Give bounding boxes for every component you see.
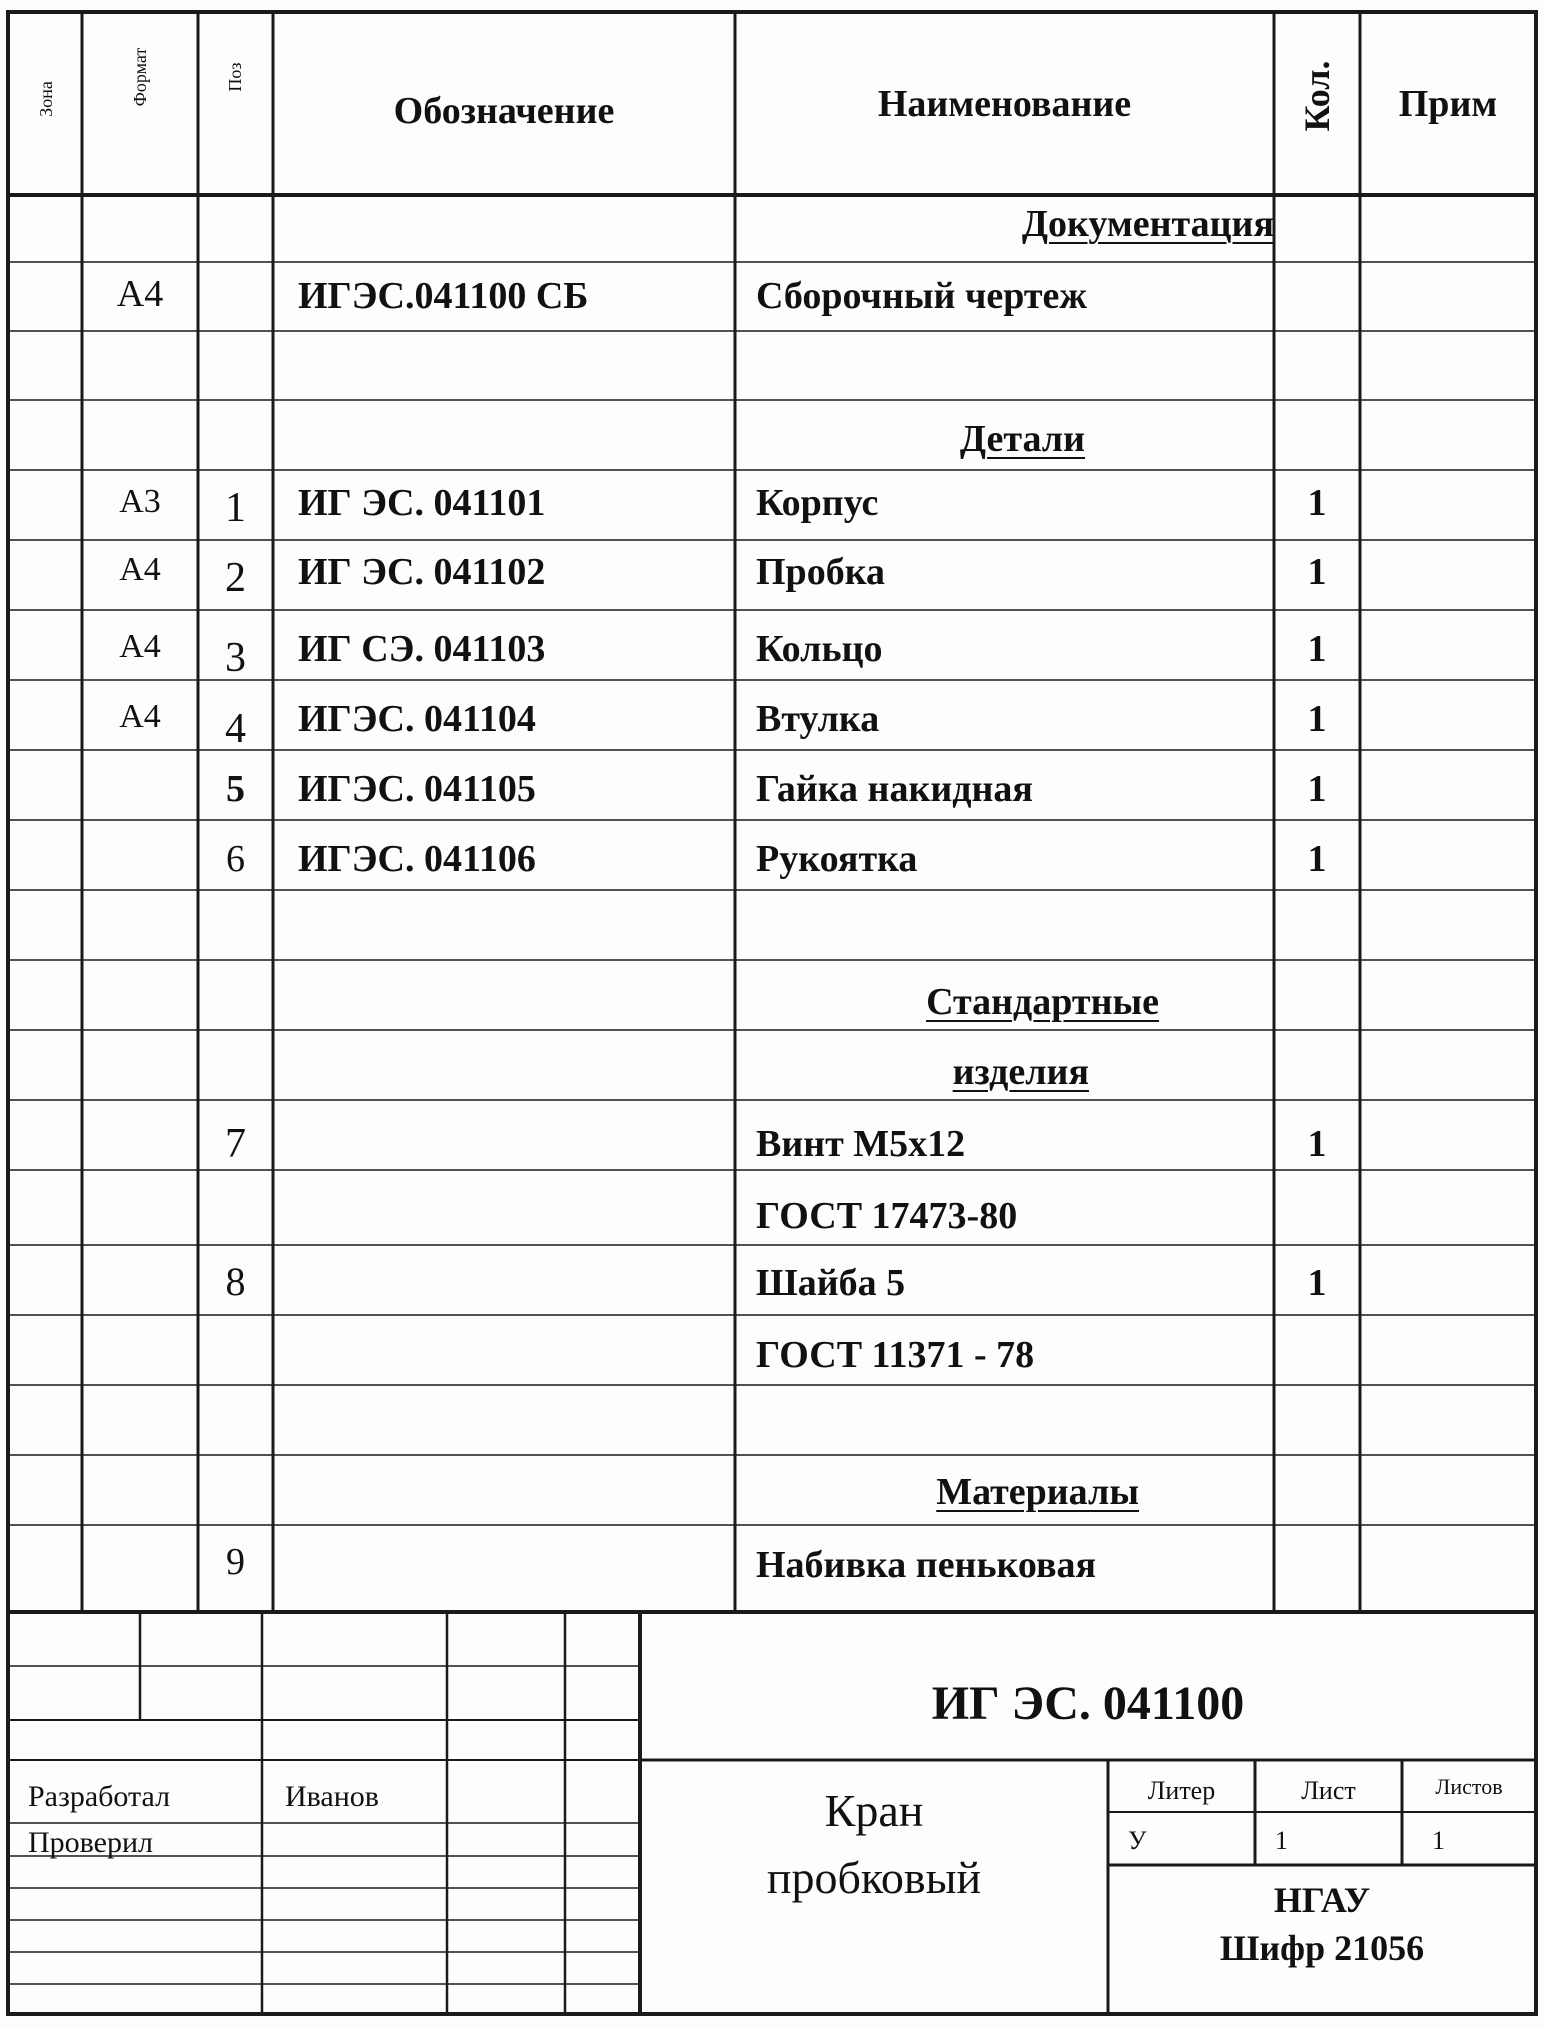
row-qty: 1 (1307, 838, 1327, 880)
row-pos: 9 (226, 1541, 245, 1583)
section-standard-line2: изделия (952, 1051, 1089, 1093)
row-zone: А4 (119, 698, 161, 735)
section-materials: Материалы (936, 1471, 1139, 1513)
product-title-line2: пробковый (766, 1852, 982, 1903)
sheets-label: Листов (1435, 1774, 1503, 1799)
row-designation: ИГ СЭ. 041103 (298, 628, 546, 670)
row-name: ГОСТ 17473-80 (756, 1195, 1018, 1237)
product-title-line1: Кран (824, 1785, 924, 1836)
row-name: Втулка (756, 698, 880, 740)
header-designation: Обозначение (393, 90, 615, 132)
row-pos: 8 (225, 1259, 246, 1304)
section-standard-line1: Стандартные (926, 981, 1159, 1023)
row-pos: 6 (226, 838, 245, 880)
row-qty: 1 (1307, 698, 1327, 740)
header-pos: Поз (225, 62, 245, 92)
row-name: ГОСТ 11371 - 78 (756, 1334, 1035, 1376)
row-zone: А4 (119, 551, 161, 588)
row-qty: 1 (1307, 768, 1327, 810)
row-qty: 1 (1307, 1262, 1327, 1304)
row-name: Кольцо (756, 628, 883, 670)
row-name: Гайка накидная (756, 768, 1033, 810)
liter-label: Литер (1147, 1776, 1216, 1805)
row-pos: 7 (225, 1121, 246, 1167)
row-zone: А4 (116, 273, 164, 315)
organization: НГАУ (1273, 1880, 1371, 1920)
row-designation: ИГЭС. 041105 (298, 768, 536, 810)
row-designation: ИГ ЭС. 041102 (298, 551, 546, 593)
row-zone: А4 (119, 628, 161, 665)
sheets-value: 1 (1432, 1826, 1445, 1855)
row-pos: 2 (225, 555, 246, 601)
developed-label: Разработал (28, 1780, 171, 1813)
developed-name: Иванов (285, 1780, 379, 1813)
row-designation: ИГЭС. 041106 (298, 838, 536, 880)
row-designation: ИГЭС. 041104 (298, 698, 536, 740)
liter-value: У (1128, 1826, 1147, 1855)
sheet-value: 1 (1275, 1826, 1288, 1855)
checked-label: Проверил (28, 1826, 153, 1859)
header-note: Прим (1398, 83, 1498, 125)
row-pos: 5 (226, 768, 245, 810)
header-name: Наименование (877, 83, 1132, 125)
document-code: ИГ ЭС. 041100 (931, 1677, 1245, 1730)
row-qty: 1 (1307, 551, 1327, 593)
row-name: Пробка (756, 551, 886, 593)
row-name: Набивка пеньковая (756, 1544, 1097, 1586)
cipher: Шифр 21056 (1219, 1928, 1425, 1968)
row-designation: ИГ ЭС. 041101 (298, 482, 546, 524)
section-documentation: Документация (1021, 203, 1274, 245)
row-qty: 1 (1307, 1123, 1327, 1165)
row-pos: 4 (225, 706, 246, 752)
sheet-label: Лист (1301, 1776, 1356, 1805)
row-name: Шайба 5 (756, 1262, 906, 1304)
header-zone: Зона (36, 81, 56, 117)
row-designation: ИГЭС.041100 СБ (298, 275, 589, 317)
row-name: Корпус (756, 482, 879, 524)
row-qty: 1 (1307, 628, 1327, 670)
row-name: Рукоятка (756, 838, 918, 880)
row-zone: А3 (119, 483, 161, 520)
row-name: Сборочный чертеж (756, 275, 1087, 317)
row-pos: 3 (225, 635, 246, 681)
row-name: Винт М5х12 (756, 1123, 966, 1165)
row-qty: 1 (1307, 482, 1327, 524)
row-pos: 1 (225, 485, 246, 531)
section-parts: Детали (959, 418, 1085, 460)
header-qty: Кол. (1297, 60, 1337, 132)
header-format: Формат (130, 47, 150, 107)
